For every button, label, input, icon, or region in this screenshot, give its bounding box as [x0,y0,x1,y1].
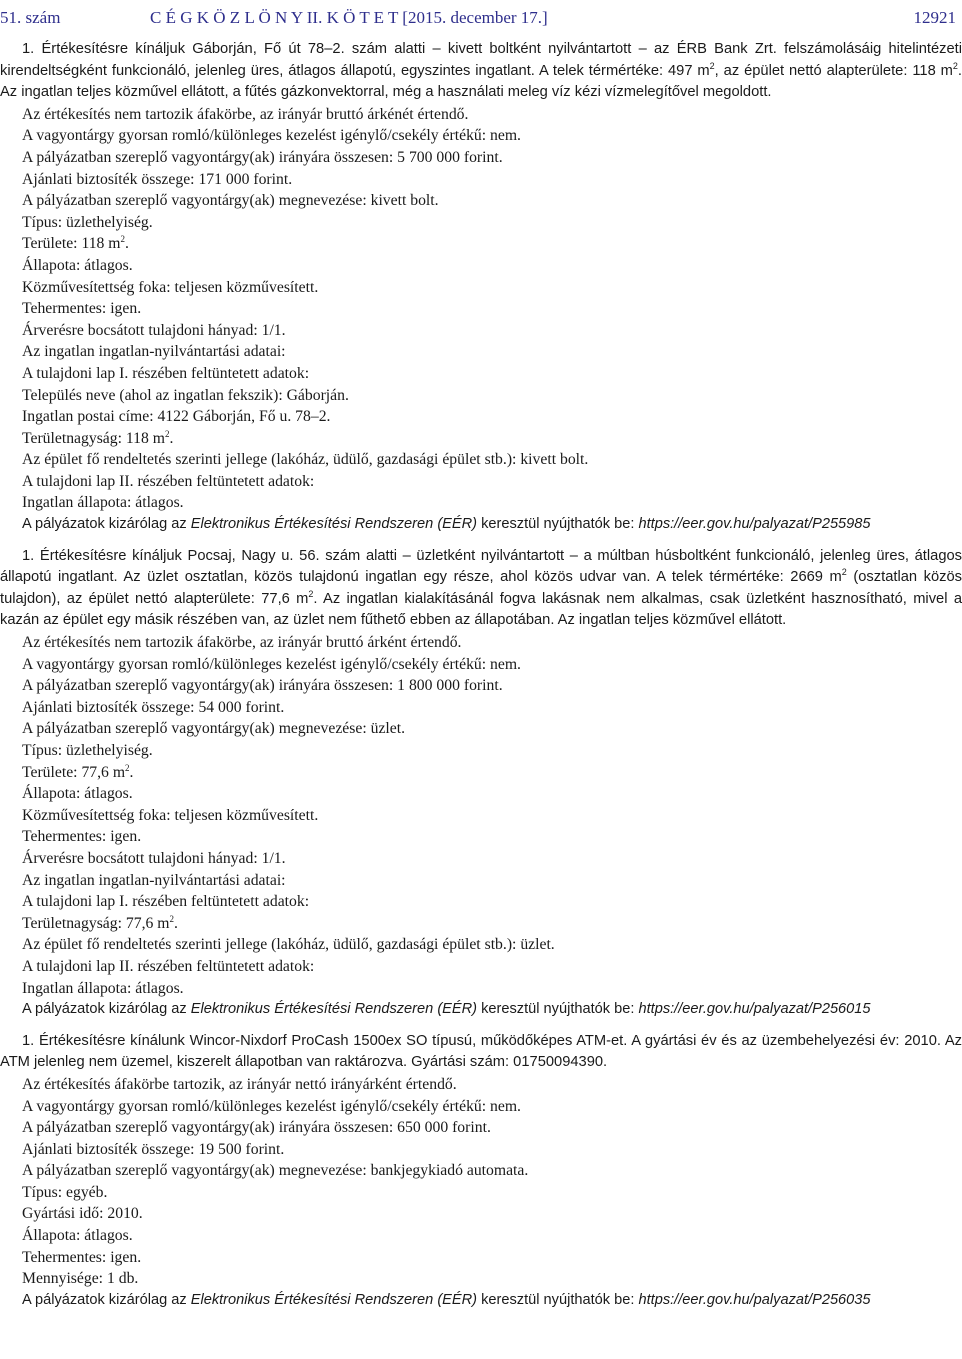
detail-line: Mennyisége: 1 db. [22,1270,139,1288]
detail-line: Tehermentes: igen. [22,1248,142,1266]
detail-line: Ajánlati biztosíték összege: 19 500 forint. [22,1140,285,1158]
detail-line: Állapota: átlagos. [22,1227,133,1245]
listing-intro: 1. Értékesítésre kínáljuk Gáborján, Fő út 78–2. szám alatti – kivett boltként nyilvántartott – az ÉRB Bank Zrt. felszámolásáig hitelintézeti kirendeltségként funkcionáló, jelenleg üres, átlagos állapotú, egyszintes ingatlant. A telek térmértéke: 497 $m^2$, az épület nettó alapterülete: 118 $m^2$. Az ingatlan teljes közművel ellátott, a fűtés gázkonvektorral, még a használati meleg víz kézi vízmelegítővel megoldott. [0,41,962,101]
detail-line: Közművesítettség foka: teljesen közművesített. [22,278,319,296]
listing-intro: 1. Értékesítésre kínáljuk Pocsaj, Nagy u. 56. szám alatti – üzletként nyilvántartott – a múltban húsboltként funkcionáló, jelenleg üres, átlagos állapotú ingatlant. Az üzlet osztatlan, közös tulajdonú ingatlan egy része, ahol közös udvar van. A telek térmértéke: 2669 $m^2$ (osztatlan közös tulajdon), az épület nettó alapterülete: 77,6 $m^2$. Az ingatlan kialakításánál fogva lakásnak nem alkalmas, csak üzletként hasznosítható, mivel a kazán az épület egy másik részében van, az üzlet nem fűthető ebben az állapotában. Az ingatlan teljes közművel ellátott. [0,547,962,629]
detail-line: A pályázatban szereplő vagyontárgy(ak) megnevezése: üzlet. [22,720,406,738]
detail-line: Az ingatlan ingatlan-nyilvántartási adatai: [22,343,286,361]
detail-line: Állapota: átlagos. [22,256,133,274]
detail-line: Ajánlati biztosíték összege: 171 000 forint. [22,170,293,188]
submission-note: A pályázatok kizárólag az Elektronikus Értékesítési Rendszeren (EÉR) keresztül nyújthatók be: https://eer.gov.hu/palyazat/P256035 [22,1291,871,1308]
submission-link[interactable]: https://eer.gov.hu/palyazat/P256035 [638,1291,871,1308]
section-gap [0,1021,962,1031]
detail-line: Az ingatlan ingatlan-nyilvántartási adatai: [22,871,286,889]
detail-line: Település neve (ahol az ingatlan fekszik): Gáborján. [22,386,349,404]
detail-line: Állapota: átlagos. [22,785,133,803]
detail-line: Területe: 77,6 $m^2$. [22,762,134,781]
detail-line: A pályázatban szereplő vagyontárgy(ak) irányára összesen: 1 800 000 forint. [22,677,503,695]
detail-line: A tulajdoni lap I. részében feltüntetett adatok: [22,364,310,382]
page-number: 12921 [913,8,956,27]
listing-pocsaj [0,546,962,1021]
detail-line: A vagyontárgy gyorsan romló/különleges kezelést igénylő/csekély értékű: nem. [22,1097,521,1115]
section-gap [0,536,962,546]
detail-line: A tulajdoni lap II. részében feltüntetett adatok: [22,472,315,490]
detail-line: Gyártási idő: 2010. [22,1205,143,1223]
detail-line: Ajánlati biztosíték összege: 54 000 forint. [22,698,285,716]
detail-line: A tulajdoni lap II. részében feltüntetett adatok: [22,957,315,975]
running-header [0,8,960,30]
submission-note: A pályázatok kizárólag az Elektronikus Értékesítési Rendszeren (EÉR) keresztül nyújthatók be: https://eer.gov.hu/palyazat/P255985 [22,516,871,533]
detail-line: A tulajdoni lap I. részében feltüntetett adatok: [22,893,310,911]
detail-line: Az értékesítés nem tartozik áfakörbe, az irányár bruttó árként értendő. [22,634,462,652]
detail-line: Típus: üzlethelyiség. [22,742,153,759]
detail-line: A vagyontárgy gyorsan romló/különleges kezelést igénylő/csekély értékű: nem. [22,127,521,145]
detail-line: Az értékesítés áfakörbe tartozik, az irányár nettó irányárként értendő. [22,1075,457,1093]
page-body [0,39,962,1311]
listing-atm [0,1031,962,1312]
submission-link[interactable]: https://eer.gov.hu/palyazat/P256015 [638,1001,871,1018]
detail-line: Területnagyság: 77,6 $m^2$. [22,913,178,932]
detail-line: Tehermentes: igen. [22,828,142,846]
detail-line: Az értékesítés nem tartozik áfakörbe, az irányár bruttó árkénét értendő. [22,105,469,123]
detail-line: Ingatlan postai címe: 4122 Gáborján, Fő u. 78–2. [22,408,331,426]
journal-title: C É G K Ö Z L Ö N Y II. K Ö T E T [2015. december 17.] [150,8,548,27]
detail-line: A pályázatban szereplő vagyontárgy(ak) irányára összesen: 5 700 000 forint. [22,148,503,166]
detail-line: A pályázatban szereplő vagyontárgy(ak) irányára összesen: 650 000 forint. [22,1119,491,1137]
listing-gaborjan [0,39,962,536]
detail-line: Típus: egyéb. [22,1183,108,1201]
detail-line: A pályázatban szereplő vagyontárgy(ak) megnevezése: kivett bolt. [22,192,439,210]
detail-line: Közművesítettség foka: teljesen közművesített. [22,806,319,824]
detail-line: Az épület fő rendeltetés szerinti jellege (lakóház, üdülő, gazdasági épület stb.): üzlet. [22,936,555,954]
detail-line: A vagyontárgy gyorsan romló/különleges kezelést igénylő/csekély értékű: nem. [22,655,521,673]
detail-line: Árverésre bocsátott tulajdoni hányad: 1/1. [22,321,286,339]
detail-line: Területe: 118 $m^2$. [22,234,129,253]
detail-line: Az épület fő rendeltetés szerinti jellege (lakóház, üdülő, gazdasági épület stb.): kivett bolt. [22,451,589,469]
detail-line: Típus: üzlethelyiség. [22,213,153,231]
submission-link[interactable]: https://eer.gov.hu/palyazat/P255985 [638,516,871,533]
detail-line: Árverésre bocsátott tulajdoni hányad: 1/1. [22,849,286,867]
detail-line: Tehermentes: igen. [22,300,142,318]
detail-line: A pályázatban szereplő vagyontárgy(ak) megnevezése: bankjegykiadó automata. [22,1162,529,1180]
submission-note: A pályázatok kizárólag az Elektronikus Értékesítési Rendszeren (EÉR) keresztül nyújthatók be: https://eer.gov.hu/palyazat/P256015 [22,1001,871,1018]
listing-intro: 1. Értékesítésre kínálunk Wincor-Nixdorf ProCash 1500ex SO típusú, működőképes ATM-et. A gyártási év és az üzembehelyezési év: 2010. Az ATM jelenleg nem üzemel, kiszerelt állapotban van raktározva. Gyártási szám: 01750094390. [0,1032,962,1071]
detail-line: Ingatlan állapota: átlagos. [22,494,184,512]
detail-line: Területnagyság: 118 $m^2$. [22,428,174,447]
detail-line: Ingatlan állapota: átlagos. [22,979,184,997]
issue-number: 51. szám [0,8,61,27]
